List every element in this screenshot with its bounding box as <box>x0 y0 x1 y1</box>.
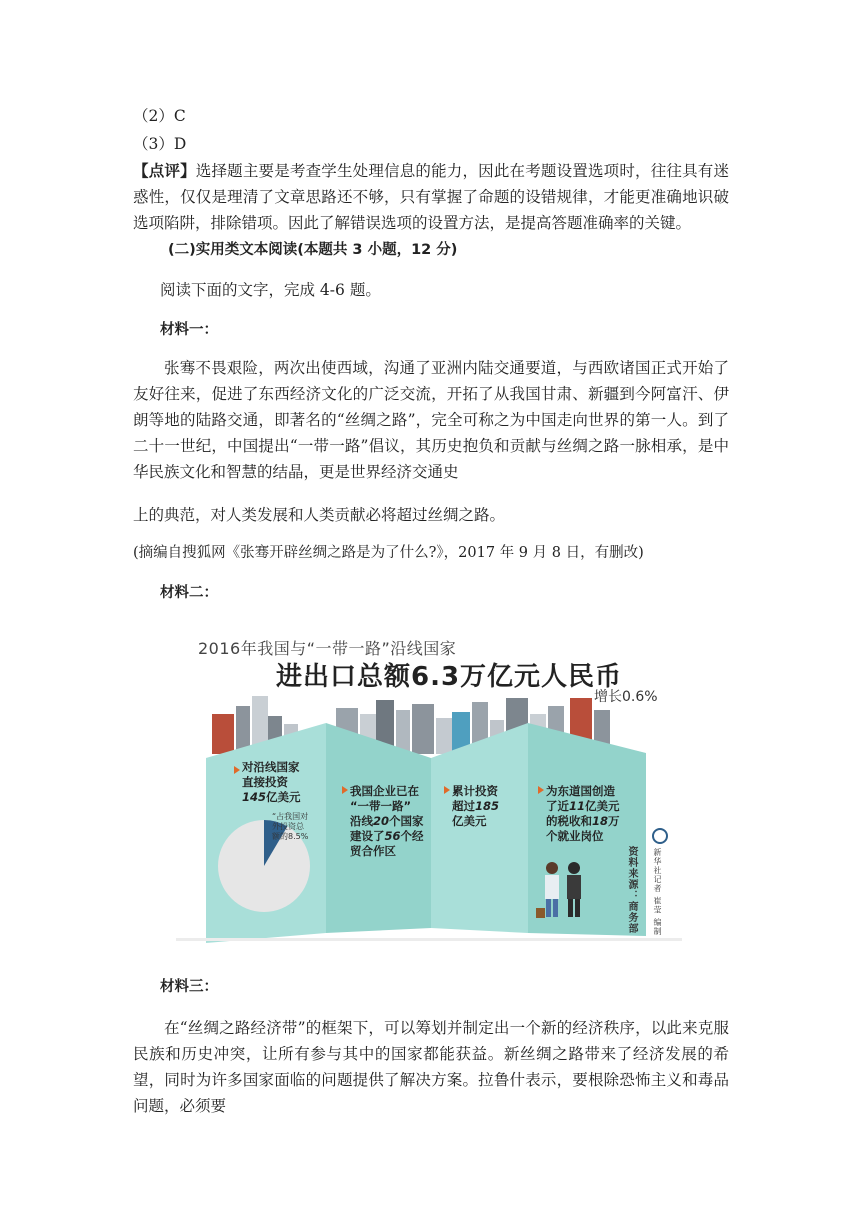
section-title: (二)实用类文本阅读(本题共 3 小题，12 分) <box>168 242 458 258</box>
infographic-growth: 增长0.6% <box>594 689 658 705</box>
panel-2-text: 我国企业已在 “一带一路” 沿线20个国家 建设了56个经 贸合作区 <box>350 784 424 858</box>
material3-label: 材料三： <box>160 979 218 995</box>
infographic-title-line2: 进出口总额6.3万亿元人民币 <box>276 662 623 692</box>
comment-paragraph <box>133 158 729 236</box>
infographic-source: 资料来源：商务部 <box>626 846 637 934</box>
comment-text: 选择题主要是考查学生处理信息的能力，因此在考题设置选项时，往往具有迷惑性，仅仅是理清了文章思路还不够，只有掌握了命题的设错规律，才能更准确地识破选项陷阱，排除错项。因此了解错误选项的设置方法，是提高答题准确率的关键。 <box>133 162 729 232</box>
material1-text: 张骞不畏艰险，两次出使西域，沟通了亚洲内陆交通要道，与西欧诸国正式开始了友好往来，促进了东西经济文化的广泛交流，开拓了从我国甘肃、新疆到今阿富汗、伊朗等地的陆路交通，即著名的“丝绸之路”，完全可称之为中国走向世界的第一人。到了二十一世纪，中国提出“一带一路”倡议，其历史抱负和贡献与丝绸之路一脉相承，是中华民族文化和智慧的结晶，更是世界经济交通史 <box>133 359 729 481</box>
instruction: 阅读下面的文字，完成 4-6 题。 <box>160 281 381 299</box>
material3-text: 在“丝绸之路经济带”的框架下，可以筹划并制定出一个新的经济秩序，以此来克服民族和历史冲突，让所有参与其中的国家都能获益。新丝绸之路带来了经济发展的希望，同时为许多国家面临的问题提供了解决方案。拉鲁什表示，要根除恐怖主义和毒品问题，必须要 <box>133 1019 729 1115</box>
panel-4-text: 为东道国创造 了近11亿美元 的税收和18万 个就业岗位 <box>546 784 620 843</box>
material2-label: 材料二： <box>160 585 218 601</box>
pie-note: “占我国对 外投资总 额的8.5% <box>272 812 309 841</box>
material1-source: (摘编自搜狐网《张骞开辟丝绸之路是为了什么?》，2017 年 9 月 8 日，有删改) <box>133 545 644 561</box>
infographic-title-line1: 2016年我国与“一带一路”沿线国家 <box>198 639 457 658</box>
material1-text-cont: 上的典范，对人类发展和人类贡献必将超过丝绸之路。 <box>133 506 506 524</box>
infographic-credit: 新华社记者 崔莹 编制 <box>653 848 662 937</box>
xinhua-logo-icon <box>653 829 667 843</box>
panel-1-text: 对沿线国家 直接投资 145亿美元 <box>242 760 301 804</box>
comment-tag: 【点评】 <box>133 161 196 180</box>
infographic <box>176 628 682 946</box>
answer-2: （2）C <box>133 107 186 125</box>
panel-3-text: 累计投资 超过185 亿美元 <box>452 784 500 828</box>
answer-3: （3）D <box>133 135 187 153</box>
material1-label: 材料一： <box>160 322 218 338</box>
